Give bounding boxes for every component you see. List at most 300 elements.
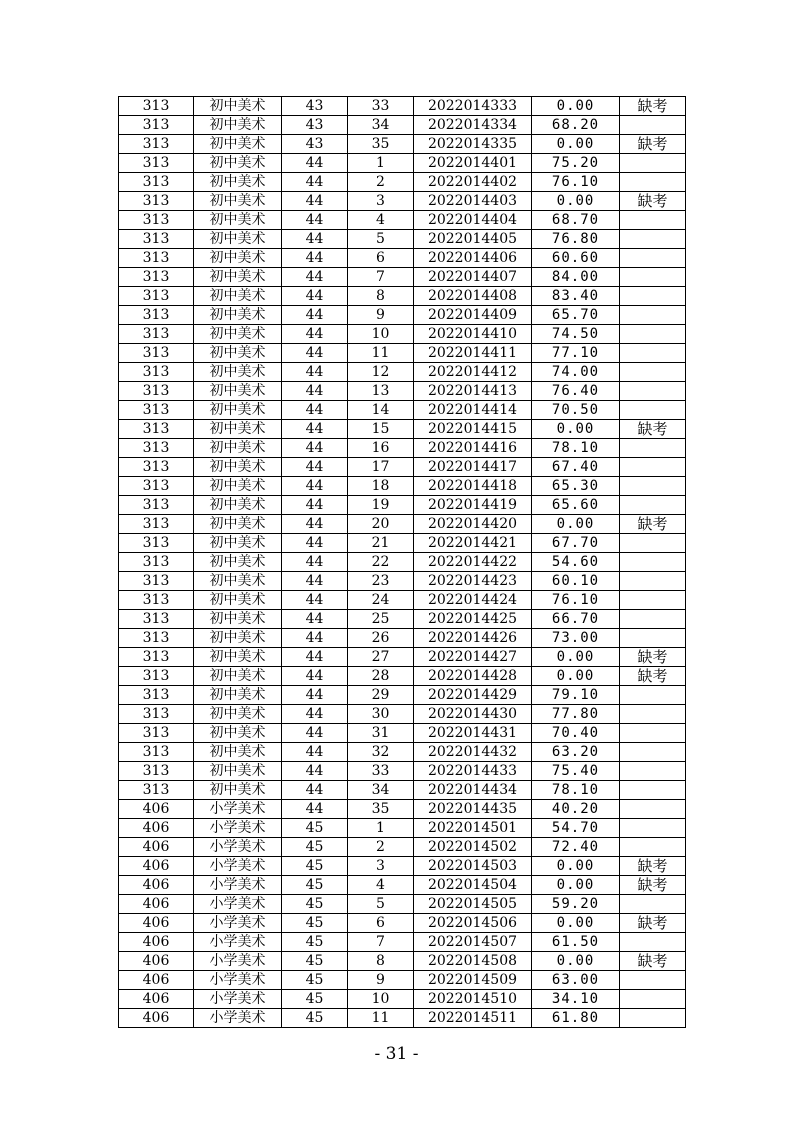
remark-cell	[620, 971, 686, 990]
table-row	[119, 895, 686, 914]
post-code-cell: 313	[119, 743, 194, 762]
remark-cell	[620, 344, 686, 363]
seat-cell: 25	[348, 610, 414, 629]
post-code-cell: 313	[119, 135, 194, 154]
score-cell: 0.00	[532, 420, 620, 439]
ticket-number-cell: 2022014409	[414, 306, 532, 325]
subject-cell: 初中美术	[194, 382, 282, 401]
ticket-number-cell: 2022014507	[414, 933, 532, 952]
seat-cell: 16	[348, 439, 414, 458]
room-cell: 44	[282, 686, 348, 705]
seat-cell: 20	[348, 515, 414, 534]
seat-cell: 24	[348, 591, 414, 610]
subject-cell: 初中美术	[194, 135, 282, 154]
ticket-number-cell: 2022014424	[414, 591, 532, 610]
table-row	[119, 325, 686, 344]
post-code-cell: 313	[119, 344, 194, 363]
room-cell: 45	[282, 990, 348, 1009]
seat-cell: 21	[348, 534, 414, 553]
seat-cell: 22	[348, 553, 414, 572]
subject-cell: 初中美术	[194, 325, 282, 344]
score-cell: 0.00	[532, 648, 620, 667]
post-code-cell: 313	[119, 572, 194, 591]
remark-cell	[620, 401, 686, 420]
subject-cell: 初中美术	[194, 458, 282, 477]
seat-cell: 10	[348, 325, 414, 344]
table-row	[119, 857, 686, 876]
room-cell: 44	[282, 667, 348, 686]
ticket-number-cell: 2022014418	[414, 477, 532, 496]
remark-cell: 缺考	[620, 97, 686, 116]
post-code-cell: 406	[119, 819, 194, 838]
subject-cell: 小学美术	[194, 876, 282, 895]
seat-cell: 2	[348, 838, 414, 857]
subject-cell: 小学美术	[194, 1009, 282, 1028]
post-code-cell: 313	[119, 363, 194, 382]
room-cell: 44	[282, 610, 348, 629]
room-cell: 44	[282, 762, 348, 781]
table-row	[119, 306, 686, 325]
subject-cell: 小学美术	[194, 800, 282, 819]
table-row	[119, 648, 686, 667]
seat-cell: 8	[348, 287, 414, 306]
table-row	[119, 477, 686, 496]
subject-cell: 初中美术	[194, 249, 282, 268]
seat-cell: 9	[348, 306, 414, 325]
table-row	[119, 515, 686, 534]
seat-cell: 30	[348, 705, 414, 724]
score-cell: 40.20	[532, 800, 620, 819]
table-row	[119, 819, 686, 838]
seat-cell: 3	[348, 857, 414, 876]
remark-cell	[620, 306, 686, 325]
table-row	[119, 553, 686, 572]
remark-cell	[620, 439, 686, 458]
post-code-cell: 313	[119, 420, 194, 439]
seat-cell: 18	[348, 477, 414, 496]
score-cell: 67.40	[532, 458, 620, 477]
score-cell: 76.40	[532, 382, 620, 401]
table-row	[119, 363, 686, 382]
remark-cell	[620, 211, 686, 230]
remark-cell	[620, 686, 686, 705]
ticket-number-cell: 2022014419	[414, 496, 532, 515]
remark-cell	[620, 458, 686, 477]
table-row	[119, 135, 686, 154]
remark-cell	[620, 781, 686, 800]
seat-cell: 9	[348, 971, 414, 990]
post-code-cell: 406	[119, 895, 194, 914]
room-cell: 44	[282, 325, 348, 344]
remark-cell	[620, 724, 686, 743]
room-cell: 44	[282, 439, 348, 458]
post-code-cell: 313	[119, 173, 194, 192]
table-row	[119, 230, 686, 249]
subject-cell: 初中美术	[194, 477, 282, 496]
room-cell: 45	[282, 1009, 348, 1028]
subject-cell: 小学美术	[194, 895, 282, 914]
post-code-cell: 313	[119, 553, 194, 572]
seat-cell: 4	[348, 211, 414, 230]
subject-cell: 初中美术	[194, 553, 282, 572]
ticket-number-cell: 2022014508	[414, 952, 532, 971]
score-cell: 73.00	[532, 629, 620, 648]
score-cell: 0.00	[532, 857, 620, 876]
subject-cell: 初中美术	[194, 572, 282, 591]
table-row	[119, 192, 686, 211]
post-code-cell: 313	[119, 306, 194, 325]
seat-cell: 6	[348, 914, 414, 933]
subject-cell: 小学美术	[194, 933, 282, 952]
score-cell: 0.00	[532, 876, 620, 895]
ticket-number-cell: 2022014422	[414, 553, 532, 572]
table-row	[119, 762, 686, 781]
subject-cell: 初中美术	[194, 173, 282, 192]
subject-cell: 初中美术	[194, 686, 282, 705]
ticket-number-cell: 2022014432	[414, 743, 532, 762]
room-cell: 44	[282, 154, 348, 173]
room-cell: 44	[282, 287, 348, 306]
score-cell: 60.60	[532, 249, 620, 268]
post-code-cell: 313	[119, 515, 194, 534]
post-code-cell: 313	[119, 382, 194, 401]
remark-cell: 缺考	[620, 952, 686, 971]
room-cell: 44	[282, 268, 348, 287]
remark-cell	[620, 990, 686, 1009]
ticket-number-cell: 2022014429	[414, 686, 532, 705]
seat-cell: 23	[348, 572, 414, 591]
remark-cell: 缺考	[620, 515, 686, 534]
score-cell: 0.00	[532, 952, 620, 971]
post-code-cell: 313	[119, 610, 194, 629]
room-cell: 44	[282, 534, 348, 553]
table-row	[119, 211, 686, 230]
room-cell: 44	[282, 306, 348, 325]
table-row	[119, 800, 686, 819]
ticket-number-cell: 2022014408	[414, 287, 532, 306]
score-cell: 74.00	[532, 363, 620, 382]
post-code-cell: 313	[119, 667, 194, 686]
subject-cell: 小学美术	[194, 857, 282, 876]
score-cell: 75.40	[532, 762, 620, 781]
remark-cell	[620, 933, 686, 952]
room-cell: 45	[282, 914, 348, 933]
score-cell: 72.40	[532, 838, 620, 857]
subject-cell: 小学美术	[194, 971, 282, 990]
post-code-cell: 313	[119, 458, 194, 477]
subject-cell: 初中美术	[194, 363, 282, 382]
table-row	[119, 572, 686, 591]
page-number: - 31 -	[374, 1044, 419, 1064]
post-code-cell: 313	[119, 439, 194, 458]
table-row	[119, 838, 686, 857]
score-cell: 84.00	[532, 268, 620, 287]
post-code-cell: 313	[119, 154, 194, 173]
ticket-number-cell: 2022014434	[414, 781, 532, 800]
ticket-number-cell: 2022014421	[414, 534, 532, 553]
remark-cell	[620, 838, 686, 857]
seat-cell: 32	[348, 743, 414, 762]
score-cell: 61.80	[532, 1009, 620, 1028]
room-cell: 45	[282, 876, 348, 895]
seat-cell: 7	[348, 933, 414, 952]
room-cell: 45	[282, 857, 348, 876]
table-row	[119, 173, 686, 192]
subject-cell: 初中美术	[194, 154, 282, 173]
score-cell: 59.20	[532, 895, 620, 914]
room-cell: 44	[282, 496, 348, 515]
seat-cell: 27	[348, 648, 414, 667]
room-cell: 44	[282, 515, 348, 534]
ticket-number-cell: 2022014403	[414, 192, 532, 211]
score-cell: 65.60	[532, 496, 620, 515]
ticket-number-cell: 2022014505	[414, 895, 532, 914]
seat-cell: 5	[348, 230, 414, 249]
remark-cell	[620, 154, 686, 173]
score-table-body	[119, 97, 686, 1028]
post-code-cell: 313	[119, 534, 194, 553]
remark-cell	[620, 382, 686, 401]
room-cell: 44	[282, 743, 348, 762]
seat-cell: 19	[348, 496, 414, 515]
ticket-number-cell: 2022014333	[414, 97, 532, 116]
table-row	[119, 667, 686, 686]
post-code-cell: 406	[119, 800, 194, 819]
remark-cell	[620, 572, 686, 591]
ticket-number-cell: 2022014511	[414, 1009, 532, 1028]
ticket-number-cell: 2022014509	[414, 971, 532, 990]
subject-cell: 初中美术	[194, 211, 282, 230]
room-cell: 44	[282, 173, 348, 192]
seat-cell: 3	[348, 192, 414, 211]
subject-cell: 初中美术	[194, 781, 282, 800]
post-code-cell: 313	[119, 230, 194, 249]
room-cell: 44	[282, 553, 348, 572]
remark-cell	[620, 1009, 686, 1028]
ticket-number-cell: 2022014428	[414, 667, 532, 686]
post-code-cell: 313	[119, 401, 194, 420]
remark-cell: 缺考	[620, 135, 686, 154]
seat-cell: 12	[348, 363, 414, 382]
seat-cell: 15	[348, 420, 414, 439]
seat-cell: 33	[348, 97, 414, 116]
table-row	[119, 439, 686, 458]
subject-cell: 初中美术	[194, 743, 282, 762]
post-code-cell: 406	[119, 1009, 194, 1028]
room-cell: 45	[282, 838, 348, 857]
post-code-cell: 406	[119, 838, 194, 857]
table-row	[119, 249, 686, 268]
score-cell: 77.80	[532, 705, 620, 724]
post-code-cell: 406	[119, 952, 194, 971]
table-row	[119, 382, 686, 401]
seat-cell: 13	[348, 382, 414, 401]
ticket-number-cell: 2022014502	[414, 838, 532, 857]
seat-cell: 2	[348, 173, 414, 192]
ticket-number-cell: 2022014402	[414, 173, 532, 192]
table-row	[119, 705, 686, 724]
score-cell: 78.10	[532, 439, 620, 458]
subject-cell: 初中美术	[194, 344, 282, 363]
seat-cell: 11	[348, 344, 414, 363]
room-cell: 44	[282, 724, 348, 743]
score-cell: 0.00	[532, 515, 620, 534]
seat-cell: 34	[348, 116, 414, 135]
score-cell: 63.20	[532, 743, 620, 762]
subject-cell: 初中美术	[194, 401, 282, 420]
remark-cell	[620, 173, 686, 192]
remark-cell: 缺考	[620, 857, 686, 876]
ticket-number-cell: 2022014334	[414, 116, 532, 135]
table-row	[119, 1009, 686, 1028]
score-cell: 76.10	[532, 591, 620, 610]
post-code-cell: 313	[119, 724, 194, 743]
score-cell: 70.50	[532, 401, 620, 420]
ticket-number-cell: 2022014405	[414, 230, 532, 249]
table-row	[119, 116, 686, 135]
seat-cell: 31	[348, 724, 414, 743]
room-cell: 44	[282, 629, 348, 648]
score-cell: 0.00	[532, 192, 620, 211]
subject-cell: 初中美术	[194, 648, 282, 667]
seat-cell: 29	[348, 686, 414, 705]
remark-cell: 缺考	[620, 648, 686, 667]
room-cell: 43	[282, 97, 348, 116]
room-cell: 44	[282, 249, 348, 268]
ticket-number-cell: 2022014416	[414, 439, 532, 458]
score-cell: 0.00	[532, 914, 620, 933]
remark-cell: 缺考	[620, 876, 686, 895]
table-row	[119, 496, 686, 515]
score-cell: 68.20	[532, 116, 620, 135]
post-code-cell: 406	[119, 914, 194, 933]
seat-cell: 11	[348, 1009, 414, 1028]
ticket-number-cell: 2022014417	[414, 458, 532, 477]
remark-cell	[620, 743, 686, 762]
score-cell: 34.10	[532, 990, 620, 1009]
subject-cell: 初中美术	[194, 287, 282, 306]
score-cell: 60.10	[532, 572, 620, 591]
room-cell: 43	[282, 116, 348, 135]
seat-cell: 8	[348, 952, 414, 971]
seat-cell: 7	[348, 268, 414, 287]
seat-cell: 1	[348, 154, 414, 173]
score-cell: 74.50	[532, 325, 620, 344]
subject-cell: 小学美术	[194, 990, 282, 1009]
remark-cell	[620, 610, 686, 629]
seat-cell: 6	[348, 249, 414, 268]
ticket-number-cell: 2022014510	[414, 990, 532, 1009]
table-row	[119, 629, 686, 648]
remark-cell	[620, 705, 686, 724]
remark-cell	[620, 496, 686, 515]
room-cell: 44	[282, 401, 348, 420]
remark-cell	[620, 287, 686, 306]
room-cell: 44	[282, 591, 348, 610]
remark-cell	[620, 800, 686, 819]
table-row	[119, 287, 686, 306]
ticket-number-cell: 2022014504	[414, 876, 532, 895]
room-cell: 44	[282, 230, 348, 249]
room-cell: 44	[282, 363, 348, 382]
room-cell: 44	[282, 705, 348, 724]
table-row	[119, 686, 686, 705]
table-row	[119, 401, 686, 420]
post-code-cell: 313	[119, 781, 194, 800]
table-row	[119, 268, 686, 287]
remark-cell	[620, 895, 686, 914]
room-cell: 44	[282, 192, 348, 211]
post-code-cell: 406	[119, 971, 194, 990]
table-row	[119, 781, 686, 800]
table-row	[119, 344, 686, 363]
table-row	[119, 154, 686, 173]
remark-cell: 缺考	[620, 192, 686, 211]
subject-cell: 小学美术	[194, 819, 282, 838]
remark-cell	[620, 591, 686, 610]
score-cell: 66.70	[532, 610, 620, 629]
seat-cell: 35	[348, 135, 414, 154]
score-cell: 63.00	[532, 971, 620, 990]
score-cell: 0.00	[532, 667, 620, 686]
room-cell: 44	[282, 382, 348, 401]
table-row	[119, 97, 686, 116]
score-cell: 0.00	[532, 97, 620, 116]
room-cell: 44	[282, 572, 348, 591]
room-cell: 45	[282, 895, 348, 914]
seat-cell: 1	[348, 819, 414, 838]
room-cell: 44	[282, 648, 348, 667]
ticket-number-cell: 2022014415	[414, 420, 532, 439]
table-row	[119, 914, 686, 933]
remark-cell	[620, 325, 686, 344]
post-code-cell: 313	[119, 629, 194, 648]
remark-cell: 缺考	[620, 914, 686, 933]
table-row	[119, 458, 686, 477]
table-row	[119, 990, 686, 1009]
seat-cell: 34	[348, 781, 414, 800]
table-row	[119, 952, 686, 971]
seat-cell: 17	[348, 458, 414, 477]
room-cell: 44	[282, 477, 348, 496]
post-code-cell: 406	[119, 876, 194, 895]
remark-cell	[620, 230, 686, 249]
score-cell: 77.10	[532, 344, 620, 363]
ticket-number-cell: 2022014433	[414, 762, 532, 781]
subject-cell: 小学美术	[194, 952, 282, 971]
score-cell: 54.70	[532, 819, 620, 838]
score-cell: 78.10	[532, 781, 620, 800]
post-code-cell: 313	[119, 591, 194, 610]
table-row	[119, 724, 686, 743]
ticket-number-cell: 2022014430	[414, 705, 532, 724]
remark-cell	[620, 477, 686, 496]
ticket-number-cell: 2022014413	[414, 382, 532, 401]
post-code-cell: 313	[119, 116, 194, 135]
subject-cell: 初中美术	[194, 496, 282, 515]
score-cell: 61.50	[532, 933, 620, 952]
table-row	[119, 420, 686, 439]
score-table	[118, 96, 686, 1028]
post-code-cell: 313	[119, 325, 194, 344]
ticket-number-cell: 2022014503	[414, 857, 532, 876]
post-code-cell: 313	[119, 192, 194, 211]
room-cell: 44	[282, 800, 348, 819]
room-cell: 44	[282, 211, 348, 230]
seat-cell: 4	[348, 876, 414, 895]
subject-cell: 初中美术	[194, 306, 282, 325]
seat-cell: 14	[348, 401, 414, 420]
